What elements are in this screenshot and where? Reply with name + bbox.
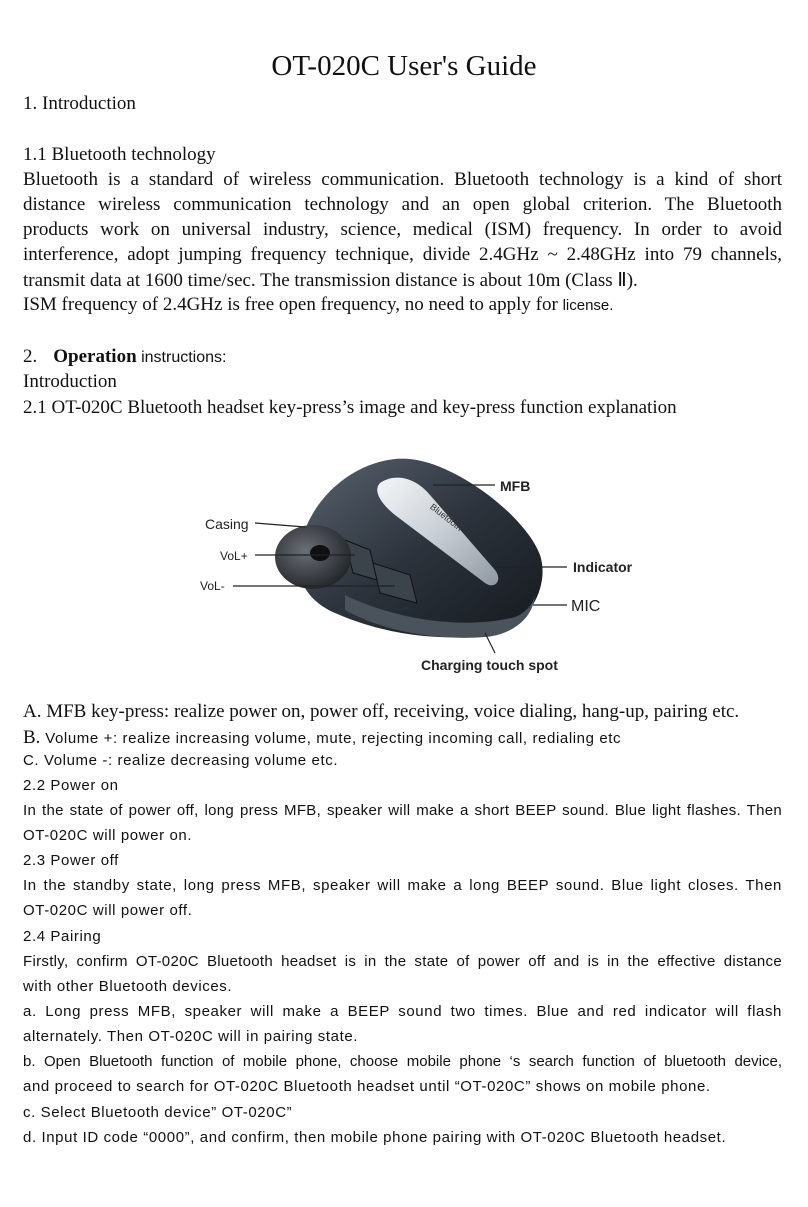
label-indicator: Indicator <box>573 559 633 575</box>
section-2-3-line-2: OT-020C will power off. <box>23 902 193 919</box>
section-1-heading: 1. Introduction <box>23 93 136 114</box>
para1-line-4: interference, adopt jumping frequency technique, divide 2.4GHz ~ 2.48GHz into 79 channels, <box>23 244 782 265</box>
ear-bud-hole <box>310 545 330 561</box>
para1-line-1: Bluetooth is a standard of wireless communication. Bluetooth technology is a kind of short <box>23 169 782 190</box>
section-2-3-heading: 2.3 Power off <box>23 852 119 869</box>
device-brand-text: Bluetooth <box>428 501 465 533</box>
ism-line <box>23 294 613 316</box>
section-2-2-line-1: In the state of power off, long press MFB, speaker will make a short BEEP sound. Blue light flashes. Then <box>23 802 782 819</box>
item-c: C. Volume -: realize decreasing volume etc. <box>23 752 339 769</box>
casing-leader <box>255 523 305 527</box>
label-vol-minus: VoL- <box>200 579 225 593</box>
label-mic: MIC <box>571 598 601 615</box>
item-b <box>23 727 621 749</box>
section-2-bold: Operation <box>53 346 137 367</box>
section-2-3-line-1: In the standby state, long press MFB, speaker will make a long BEEP sound. Blue light closes. Then <box>23 877 782 894</box>
section-2-4-line-8: d. Input ID code “0000”, and confirm, then mobile phone pairing with OT-020C Bluetooth headset. <box>23 1129 727 1146</box>
section-2-number: 2. <box>23 346 38 367</box>
section-2-4-line-1: Firstly, confirm OT-020C Bluetooth headset is in the state of power off and is in the effective distance <box>23 953 782 970</box>
label-casing: Casing <box>205 516 249 532</box>
section-2-2-line-2: OT-020C will power on. <box>23 827 193 844</box>
introduction-label: Introduction <box>23 371 117 392</box>
subsection-2-1-heading: 2.1 OT-020C Bluetooth headset key-press’s image and key-press function explanation <box>23 397 677 418</box>
label-mfb: MFB <box>500 478 531 494</box>
section-2-4-line-5: b. Open Bluetooth function of mobile phone, choose mobile phone ‘s search function of bluetooth device, <box>23 1053 782 1070</box>
ism-line-main: ISM frequency of 2.4GHz is free open frequency, no need to apply for <box>23 294 563 315</box>
item-b-text: Volume +: realize increasing volume, mute, rejecting incoming call, redialing etc <box>40 730 622 747</box>
section-2-4-line-3: a. Long press MFB, speaker will make a BEEP sound two times. Blue and red indicator will flash <box>23 1003 782 1020</box>
section-2-4-line-2: with other Bluetooth devices. <box>23 978 233 995</box>
section-2-4-line-6: and proceed to search for OT-020C Bluetooth headset until “OT-020C” shows on mobile phone. <box>23 1078 711 1095</box>
subsection-1-1-heading: 1.1 Bluetooth technology <box>23 144 216 165</box>
section-2-rest: instructions: <box>136 349 227 366</box>
section-2-4-heading: 2.4 Pairing <box>23 928 102 945</box>
label-vol-plus: VoL+ <box>220 549 248 563</box>
para1-line-3: products work on universal industry, science, medical (ISM) frequency. In order to avoid <box>23 219 782 240</box>
section-2-4-line-7: c. Select Bluetooth device” OT-020C” <box>23 1104 293 1121</box>
para1-line-5: transmit data at 1600 time/sec. The transmission distance is about 10m (Class Ⅱ). <box>23 270 638 291</box>
section-2-heading <box>23 346 226 368</box>
para1-line-2: distance wireless communication technology and an open global criterion. The Bluetooth <box>23 194 782 215</box>
headset-illustration <box>195 445 633 680</box>
page-title: OT-020C User's Guide <box>271 50 537 82</box>
section-2-4-line-4: alternately. Then OT-020C will in pairing state. <box>23 1028 359 1045</box>
section-2-2-heading: 2.2 Power on <box>23 777 119 794</box>
ism-line-tail: license. <box>562 297 614 314</box>
item-b-prefix: B. <box>23 727 41 748</box>
label-charging: Charging touch spot <box>421 657 558 673</box>
headset-figure <box>195 445 633 680</box>
item-a: A. MFB key-press: realize power on, power off, receiving, voice dialing, hang-up, pairing etc. <box>23 701 740 722</box>
